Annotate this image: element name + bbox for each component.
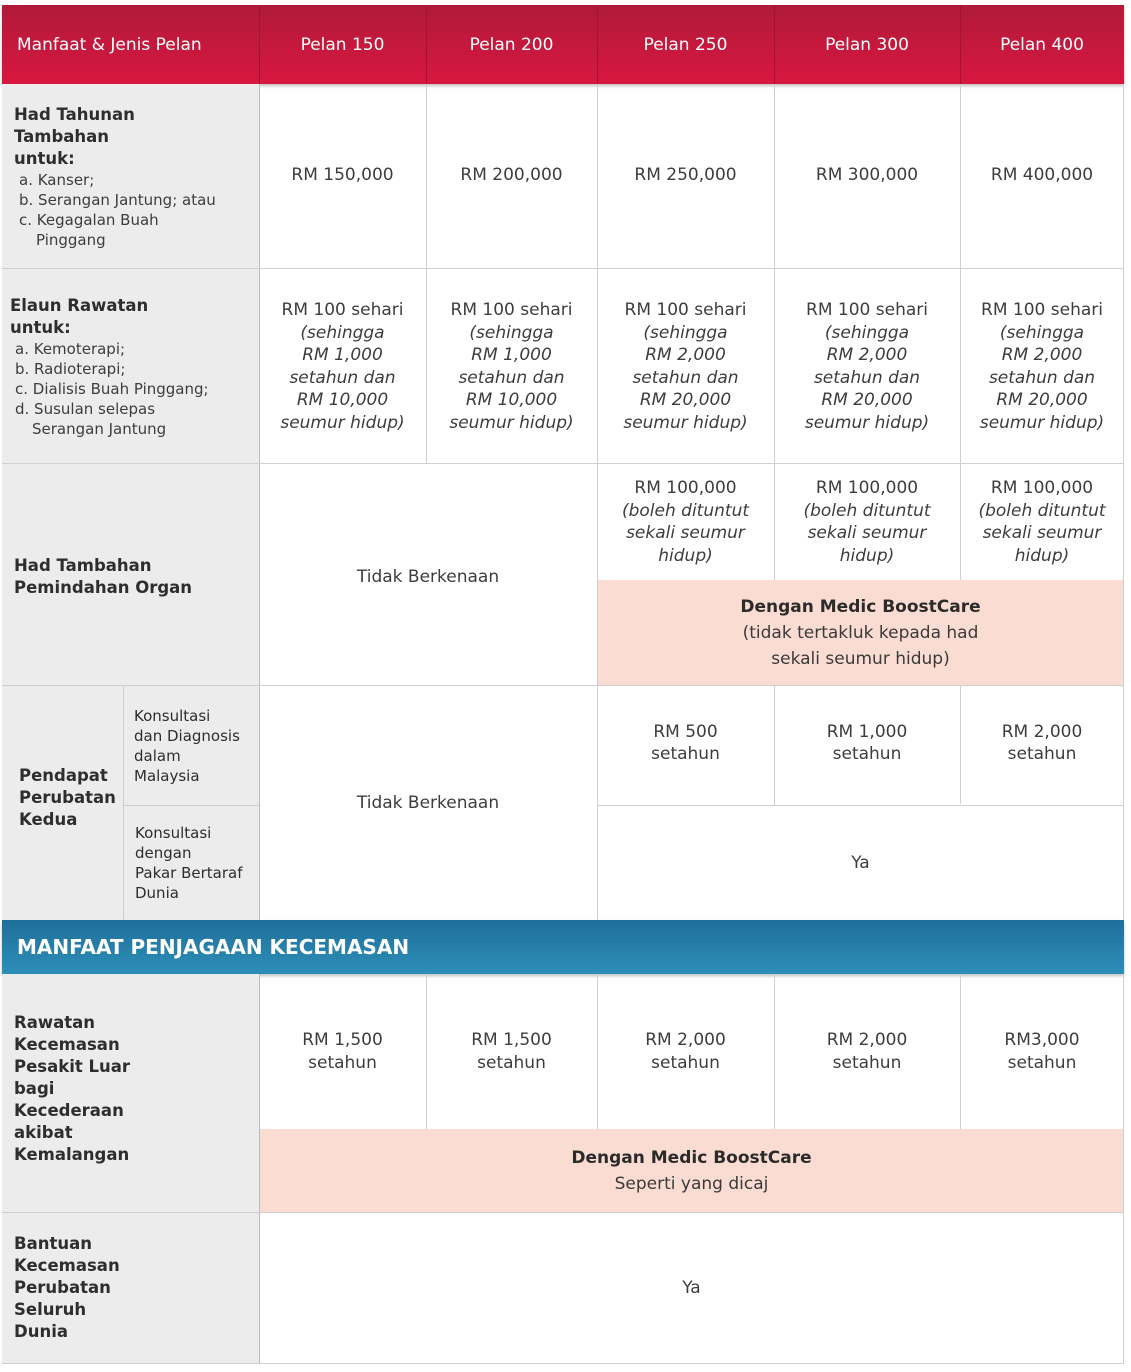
world-expert-line: Pakar Bertaraf: [135, 864, 243, 882]
organ-transplant-plan-250: [597, 464, 774, 580]
consult-period: setahun: [1007, 744, 1077, 764]
boostcare-note: (tidak tertakluk kepada had: [742, 623, 979, 643]
treatment-allowance-title-1: Elaun Rawatan: [10, 295, 149, 315]
treatment-allowance-item-a: a. Kemoterapi;: [15, 339, 126, 358]
daily-rate: RM 100 sehari: [806, 300, 928, 320]
worldwide-line: Dunia: [14, 1322, 68, 1341]
world-expert-line: Dunia: [135, 884, 179, 902]
allowance-detail: (sehingga: [300, 322, 385, 343]
emergency-section-title: MANFAAT PENJAGAAN KECEMASAN: [17, 935, 410, 959]
outpatient-emergency-label: [2, 974, 259, 1213]
second-opinion-not-applicable: Tidak Berkenaan: [356, 792, 500, 813]
treatment-allowance-plan-150: [259, 269, 426, 464]
grid-line: [426, 84, 427, 464]
transplant-detail: (boleh dituntut: [803, 500, 931, 521]
outpatient-plan-250: [597, 974, 774, 1129]
treatment-allowance-label: [2, 269, 259, 464]
malaysia-line: dalam: [134, 747, 181, 765]
header-plan-400: Pelan 400: [1000, 34, 1084, 55]
outpatient-line: Kemalangan: [14, 1144, 130, 1164]
boostcare-title: Dengan Medic BoostCare: [571, 1148, 812, 1168]
allowance-detail: seumur hidup): [804, 412, 930, 433]
outpatient-amount: RM 1,500: [471, 1030, 552, 1050]
allowance-detail: RM 2,000: [645, 345, 726, 365]
allowance-detail: (sehingga: [999, 322, 1085, 343]
allowance-detail: setahun dan: [988, 367, 1096, 388]
header-plan-250: Pelan 250: [643, 34, 728, 55]
consult-amount: RM 500: [653, 721, 718, 742]
outpatient-line: Pesakit Luar: [14, 1056, 131, 1076]
worldwide-line: Perubatan: [14, 1278, 111, 1297]
allowance-detail: (sehingga: [824, 322, 910, 343]
outpatient-line: bagi: [14, 1078, 55, 1098]
header-plan-300: Pelan 300: [825, 34, 909, 55]
grid-line: [960, 974, 961, 1129]
outpatient-plan-400: [960, 974, 1124, 1129]
grid-line: [2, 1363, 1124, 1364]
allowance-detail: seumur hidup): [979, 412, 1105, 433]
outpatient-line: Kecemasan: [14, 1034, 120, 1054]
grid-line: [597, 974, 598, 1129]
second-opinion-title-3: Kedua: [19, 810, 78, 829]
consult-amount: RM 1,000: [826, 721, 908, 742]
outpatient-amount: RM 1,500: [302, 1030, 383, 1050]
consult-period: setahun: [832, 744, 902, 764]
outpatient-period: setahun: [308, 1052, 377, 1073]
boostcare-title: Dengan Medic BoostCare: [740, 597, 981, 617]
annual-limit-title-3: untuk:: [14, 148, 75, 168]
second-opinion-plan-300: [774, 686, 960, 806]
outpatient-line: Rawatan: [14, 1012, 95, 1032]
allowance-detail: RM 10,000: [296, 390, 389, 410]
daily-rate: RM 100 sehari: [981, 300, 1103, 320]
organ-transplant-title-1: Had Tambahan: [14, 556, 152, 575]
grid-line: [259, 84, 260, 920]
outpatient-amount: RM3,000: [1004, 1030, 1080, 1050]
header-benefits-col: Manfaat & Jenis Pelan: [17, 34, 202, 55]
grid-line: [1123, 974, 1124, 1364]
treatment-allowance-item-c: c. Dialisis Buah Pinggang;: [15, 379, 209, 398]
transplant-amount: RM 100,000: [634, 478, 737, 498]
grid-line: [774, 686, 775, 806]
world-expert-line: dengan: [135, 844, 192, 862]
allowance-detail: setahun dan: [632, 367, 739, 388]
second-opinion-malaysia-label: [123, 686, 259, 806]
daily-rate: RM 100 sehari: [450, 300, 573, 320]
annual-limit-item-a: a. Kanser;: [19, 170, 95, 189]
allowance-detail: RM 2,000: [1001, 345, 1083, 365]
second-opinion-world-expert-label: [123, 806, 259, 920]
second-opinion-label: [2, 686, 123, 920]
organ-transplant-plan-300: [774, 464, 960, 580]
second-opinion-plan-400: [960, 686, 1124, 806]
allowance-detail: RM 1,000: [471, 345, 552, 365]
emergency-section-banner: [2, 920, 1124, 974]
outpatient-period: setahun: [1007, 1052, 1077, 1073]
worldwide-assistance-label: [2, 1213, 259, 1363]
outpatient-plan-300: [774, 974, 960, 1129]
treatment-allowance-plan-250: [597, 269, 774, 464]
grid-line: [1123, 84, 1124, 920]
allowance-detail: RM 2,000: [826, 345, 908, 365]
consult-amount: RM 2,000: [1001, 721, 1083, 742]
organ-transplant-not-applicable: Tidak Berkenaan: [356, 566, 500, 587]
annual-limit-title-2: Tambahan: [14, 126, 110, 146]
annual-limit-plan-150: RM 150,000: [291, 165, 394, 186]
second-opinion-plan-250: [597, 686, 774, 806]
outpatient-period: setahun: [651, 1052, 720, 1073]
transplant-detail: hidup): [1014, 545, 1070, 566]
transplant-detail: (boleh dituntut: [621, 500, 750, 521]
outpatient-period: setahun: [832, 1052, 902, 1073]
allowance-detail: seumur hidup): [623, 412, 748, 433]
annual-limit-plan-300: RM 300,000: [815, 165, 919, 186]
grid-line: [774, 84, 775, 580]
transplant-amount: RM 100,000: [990, 478, 1094, 498]
malaysia-line: Malaysia: [134, 767, 200, 785]
transplant-detail: hidup): [658, 545, 713, 566]
daily-rate: RM 100 sehari: [281, 300, 404, 320]
outpatient-plan-150: [259, 974, 426, 1129]
outpatient-plan-200: [426, 974, 597, 1129]
grid-line: [597, 805, 1124, 806]
allowance-detail: setahun dan: [458, 367, 565, 388]
allowance-detail: seumur hidup): [280, 412, 405, 433]
daily-rate: RM 100 sehari: [624, 300, 747, 320]
transplant-detail: (boleh dituntut: [978, 500, 1106, 521]
malaysia-line: Konsultasi: [134, 707, 211, 725]
header-divider: [774, 5, 775, 84]
allowance-detail: setahun dan: [289, 367, 396, 388]
annual-limit-item-c: c. Kegagalan Buah: [19, 210, 159, 229]
grid-line: [2, 685, 1124, 686]
treatment-allowance-item-b: b. Radioterapi;: [15, 359, 126, 378]
grid-line: [123, 805, 259, 806]
allowance-detail: setahun dan: [813, 367, 921, 388]
transplant-detail: sekali seumur: [626, 523, 745, 543]
outpatient-line: Kecederaan: [14, 1100, 124, 1120]
annual-limit-plan-250: RM 250,000: [634, 165, 737, 186]
treatment-allowance-title-2: untuk:: [10, 317, 71, 337]
grid-line: [774, 974, 775, 1129]
worldwide-assistance-value: Ya: [682, 1277, 701, 1298]
outpatient-boostcare: [259, 1129, 1124, 1213]
worldwide-line: Bantuan: [14, 1234, 92, 1253]
transplant-detail: sekali seumur: [807, 523, 927, 543]
organ-transplant-boostcare: [597, 580, 1124, 686]
worldwide-line: Seluruh: [14, 1300, 87, 1319]
allowance-detail: RM 1,000: [302, 345, 383, 365]
annual-limit-item-b: b. Serangan Jantung; atau: [19, 190, 216, 209]
malaysia-line: dan Diagnosis: [134, 727, 240, 745]
consult-period: setahun: [651, 744, 720, 764]
boostcare-note: sekali seumur hidup): [771, 649, 950, 669]
annual-limit-item-c-cont: Pinggang: [36, 230, 106, 249]
worldwide-line: Kecemasan: [14, 1256, 120, 1275]
header-divider: [259, 5, 260, 84]
boostcare-note: Seperti yang dicaj: [614, 1174, 769, 1194]
transplant-detail: hidup): [839, 545, 895, 566]
annual-limit-label: [2, 84, 259, 269]
transplant-amount: RM 100,000: [815, 478, 919, 498]
grid-line: [2, 268, 1124, 269]
allowance-detail: RM 20,000: [821, 390, 913, 410]
allowance-detail: RM 20,000: [639, 390, 732, 410]
organ-transplant-label: [2, 464, 259, 686]
annual-limit-plan-200: RM 200,000: [460, 165, 563, 186]
world-expert-line: Konsultasi: [135, 824, 212, 842]
treatment-allowance-item-d-cont: Serangan Jantung: [32, 419, 167, 438]
grid-line: [960, 84, 961, 580]
organ-transplant-title-2: Pemindahan Organ: [14, 578, 193, 597]
transplant-detail: sekali seumur: [982, 523, 1102, 543]
treatment-allowance-item-d: d. Susulan selepas: [15, 399, 156, 418]
header-divider: [960, 5, 961, 84]
grid-line: [960, 686, 961, 804]
grid-line: [426, 974, 427, 1129]
allowance-detail: RM 10,000: [465, 390, 558, 410]
organ-transplant-plan-400: [960, 464, 1124, 580]
second-opinion-title-2: Perubatan: [19, 788, 116, 807]
outpatient-line: akibat: [14, 1122, 73, 1142]
annual-limit-title-1: Had Tahunan: [14, 104, 135, 124]
second-opinion-world-expert-value: Ya: [851, 852, 870, 873]
header-divider: [597, 5, 598, 84]
allowance-detail: seumur hidup): [449, 412, 574, 433]
grid-line: [597, 84, 598, 920]
header-divider: [426, 5, 427, 84]
treatment-allowance-plan-400: [960, 269, 1124, 464]
grid-line: [2, 463, 1124, 464]
allowance-detail: RM 20,000: [996, 390, 1088, 410]
outpatient-period: setahun: [477, 1052, 546, 1073]
second-opinion-title-1: Pendapat: [19, 766, 108, 785]
header-plan-150: Pelan 150: [300, 34, 385, 55]
grid-line: [259, 974, 260, 1363]
grid-line: [2, 1212, 1124, 1213]
treatment-allowance-plan-300: [774, 269, 960, 464]
annual-limit-plan-400: RM 400,000: [990, 165, 1094, 186]
outpatient-amount: RM 2,000: [645, 1030, 726, 1050]
header-plan-200: Pelan 200: [469, 34, 554, 55]
outpatient-amount: RM 2,000: [826, 1030, 908, 1050]
allowance-detail: (sehingga: [469, 322, 554, 343]
allowance-detail: (sehingga: [643, 322, 728, 343]
treatment-allowance-plan-200: [426, 269, 597, 464]
grid-line: [123, 686, 124, 920]
